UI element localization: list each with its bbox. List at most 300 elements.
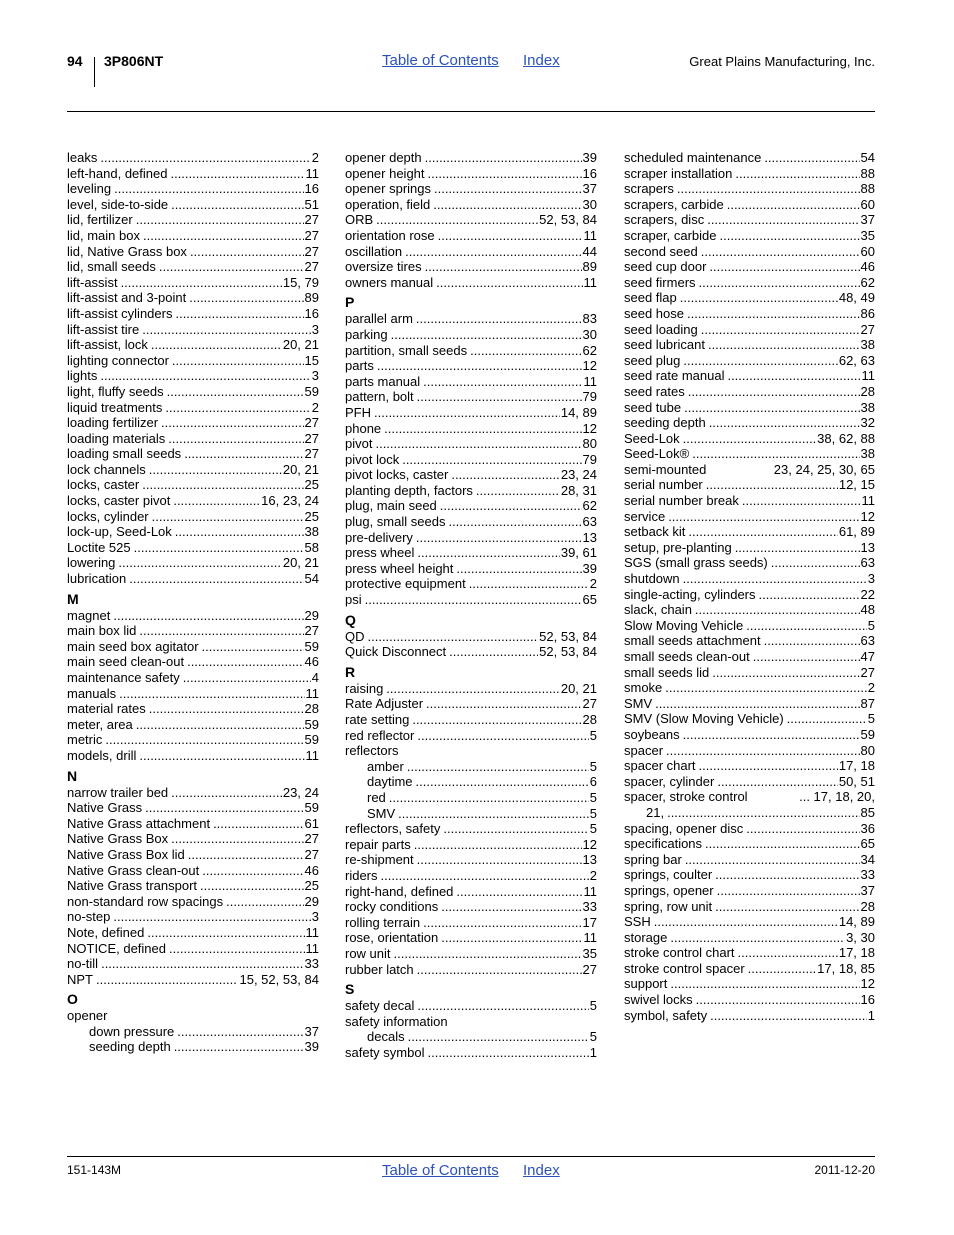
page-reference[interactable]: 54 (304, 571, 319, 587)
page-reference[interactable]: 52, 53, 84 (539, 628, 597, 644)
index-term: safety information (345, 1013, 448, 1029)
page-reference[interactable]: 79 (582, 451, 597, 467)
page-reference[interactable]: 25 (304, 878, 319, 894)
index-term: locks, cylinder (67, 508, 149, 524)
index-entry (345, 998, 597, 1014)
page-reference[interactable]: 20, 21 (282, 555, 319, 571)
dot-leader (710, 1008, 867, 1024)
index-term: QD (345, 628, 365, 644)
page-reference[interactable]: 28 (860, 898, 875, 914)
index-term: springs, opener (624, 882, 714, 898)
page-reference[interactable]: 51 (304, 196, 319, 212)
dot-leader (118, 555, 281, 571)
index-entry (67, 670, 319, 686)
page-reference[interactable]: 61, 89 (838, 524, 875, 540)
dot-leader (759, 587, 860, 603)
index-term: rate setting (345, 712, 410, 727)
dot-leader (438, 228, 583, 244)
page-reference[interactable]: 28 (304, 701, 319, 717)
page-reference[interactable]: 61 (304, 815, 319, 831)
page-reference[interactable]: 39 (582, 560, 597, 576)
page-reference[interactable]: 23, 24 (560, 467, 597, 483)
index-subentry (67, 1039, 319, 1055)
index-entry (345, 514, 597, 530)
index-entry (624, 509, 875, 525)
dot-leader (121, 275, 282, 291)
page-reference[interactable]: 47 (860, 649, 875, 664)
dot-leader (145, 800, 303, 816)
index-term: Loctite 525 (67, 539, 131, 555)
page-reference[interactable]: 1 (589, 1044, 597, 1060)
page-reference[interactable]: 88 (860, 181, 875, 197)
page-reference[interactable]: 6 (589, 774, 597, 790)
index-entry (345, 498, 597, 514)
page-reference[interactable]: 11 (305, 940, 319, 956)
index-entry (624, 431, 875, 447)
dot-leader (414, 837, 582, 853)
page-reference[interactable]: 11 (861, 368, 875, 384)
index-term: leveling (67, 181, 112, 197)
page-reference[interactable]: 12 (860, 508, 875, 524)
page-reference[interactable]: 58 (304, 539, 319, 555)
index-term: Native Grass Box (67, 831, 169, 847)
page-reference[interactable]: 37 (304, 1023, 319, 1039)
index-term: Quick Disconnect (345, 644, 447, 660)
page-reference[interactable]: 2 (589, 867, 597, 883)
page-reference[interactable]: 87 (860, 695, 875, 711)
dot-leader (687, 306, 860, 322)
index-entry (624, 1008, 875, 1024)
index-entry (67, 785, 319, 801)
page-reference[interactable]: 60 (860, 243, 875, 259)
page-reference[interactable]: 29 (304, 607, 319, 623)
page-reference[interactable]: 62, 63 (838, 352, 875, 368)
index-entry (624, 836, 875, 852)
toc-link-header[interactable]: Table of Contents (382, 52, 499, 69)
page-reference[interactable]: 5 (589, 998, 597, 1014)
page-reference[interactable]: 59 (304, 383, 319, 399)
dot-leader (667, 805, 859, 821)
index-term: press wheel (345, 545, 415, 561)
index-entry (624, 462, 875, 478)
page-reference[interactable]: 2 (311, 399, 319, 415)
index-entry (67, 608, 319, 624)
dot-leader (139, 623, 303, 639)
page-reference[interactable]: 62 (582, 498, 597, 514)
index-entry (345, 644, 597, 660)
page-reference[interactable]: 23, 24, 25, 30, 65 (773, 461, 875, 477)
page-reference[interactable]: 17 (582, 914, 597, 930)
page-reference[interactable]: 11 (583, 930, 597, 946)
index-term: oversize tires (345, 259, 422, 275)
dot-leader (101, 956, 303, 972)
page-reference[interactable]: 3, 30 (846, 929, 875, 945)
page-reference[interactable]: 59 (304, 638, 319, 654)
page-reference[interactable]: 13 (860, 539, 875, 555)
page-reference[interactable]: 39 (582, 150, 597, 165)
page-reference[interactable]: 12, 15 (838, 477, 875, 493)
page-reference[interactable]: 52, 53, 84 (539, 644, 597, 660)
page-reference[interactable]: 15 (304, 352, 319, 368)
index-entry (624, 602, 875, 618)
page-reference[interactable]: 15, 79 (282, 274, 319, 290)
index-term: seed lubricant (624, 337, 705, 353)
page-reference[interactable]: 28, 31 (560, 482, 597, 498)
index-entry (624, 322, 875, 338)
page-reference[interactable]: 32 (860, 415, 875, 431)
page-reference[interactable]: 12 (582, 358, 597, 374)
page-reference[interactable]: 79 (582, 389, 597, 405)
dot-leader (670, 976, 859, 992)
index-term: PFH (345, 404, 371, 420)
page-reference[interactable]: 30 (582, 196, 597, 212)
page-reference[interactable]: 89 (304, 290, 319, 306)
page-reference[interactable]: 38, 62, 88 (817, 430, 875, 446)
index-term: storage (624, 929, 668, 945)
page-reference[interactable]: 27 (304, 212, 319, 228)
page-reference[interactable]: 86 (860, 305, 875, 321)
page-reference[interactable]: 54 (860, 150, 875, 165)
page-reference[interactable]: 83 (582, 311, 597, 327)
index-entry (67, 686, 319, 702)
page-reference[interactable]: 85 (860, 804, 875, 820)
page-reference[interactable]: 3 (867, 571, 875, 587)
dot-leader (175, 306, 303, 322)
index-term: pivot (345, 436, 373, 452)
index-entry (67, 259, 319, 275)
index-entry (67, 701, 319, 717)
page-reference[interactable]: 5 (589, 821, 597, 837)
index-entry (624, 665, 875, 681)
index-term: semi-mounted (624, 461, 707, 477)
page-reference[interactable]: 16 (304, 305, 319, 321)
page-reference[interactable]: 13 (582, 529, 597, 545)
page-reference[interactable]: 59 (304, 716, 319, 732)
index-entry (624, 477, 875, 493)
dot-leader (684, 400, 859, 416)
page-reference[interactable]: 14, 89 (560, 404, 597, 420)
page-reference[interactable]: 16 (582, 165, 597, 181)
index-entry (345, 421, 597, 437)
dot-leader (717, 883, 860, 899)
dot-leader (171, 785, 282, 801)
page-reference[interactable]: 37 (582, 181, 597, 197)
dot-leader (748, 961, 817, 977)
page-reference[interactable]: 4 (311, 670, 319, 685)
page-reference[interactable]: 11 (305, 924, 319, 940)
page-reference[interactable]: 5 (589, 758, 597, 774)
page-reference[interactable]: 16 (304, 181, 319, 197)
dot-leader (425, 259, 582, 275)
page-reference[interactable]: 16 (860, 992, 875, 1008)
page-reference[interactable]: 27 (860, 321, 875, 337)
dot-leader (184, 446, 303, 462)
page-reference[interactable]: 63 (860, 555, 875, 571)
dot-leader (427, 1045, 588, 1061)
page-reference[interactable]: 48, 49 (838, 290, 875, 306)
index-entry (345, 962, 597, 978)
dot-leader (136, 717, 304, 733)
dot-leader (389, 790, 589, 806)
page-reference[interactable]: 33 (860, 867, 875, 883)
index-section-letter: O (67, 991, 78, 1008)
dot-leader (113, 909, 310, 925)
page-reference[interactable]: 29 (304, 893, 319, 909)
page-reference[interactable]: 27 (304, 430, 319, 446)
page-reference[interactable]: 16, 23, 24 (261, 493, 319, 509)
company-name: Great Plains Manufacturing, Inc. (689, 54, 875, 69)
page-reference[interactable]: 39 (304, 1039, 319, 1055)
index-entry (624, 821, 875, 837)
page-reference[interactable]: 59 (304, 800, 319, 816)
index-term: lighting connector (67, 352, 169, 368)
page-reference[interactable]: 33 (582, 899, 597, 915)
page-reference[interactable]: 11 (583, 227, 597, 243)
page-reference[interactable]: 11 (305, 165, 319, 181)
page-reference[interactable]: 62 (860, 274, 875, 290)
page-reference[interactable]: 48 (860, 602, 875, 618)
page-reference[interactable]: 27 (304, 446, 319, 462)
page-reference[interactable]: 59 (860, 726, 875, 742)
page-reference[interactable]: 36 (860, 820, 875, 836)
index-entry (67, 322, 319, 338)
index-entry (67, 446, 319, 462)
page-reference[interactable]: 27 (304, 259, 319, 275)
dot-leader (147, 925, 304, 941)
page-reference[interactable]: 20, 21 (560, 680, 597, 696)
index-term: shutdown (624, 571, 680, 587)
index-entry (624, 758, 875, 774)
index-entry (624, 306, 875, 322)
page-reference[interactable]: 11 (305, 747, 319, 763)
page-reference[interactable]: 33 (304, 956, 319, 972)
dot-leader (142, 322, 311, 338)
page-reference[interactable]: 65 (860, 836, 875, 852)
index-term: opener height (345, 165, 425, 181)
index-term: smoke (624, 680, 663, 696)
dot-leader (449, 644, 538, 660)
index-entry (345, 696, 597, 712)
index-entry (624, 368, 875, 384)
index-term: lights (67, 368, 98, 384)
dot-leader (742, 493, 861, 509)
page-reference[interactable]: 11 (583, 883, 597, 899)
page-reference[interactable]: 60 (860, 196, 875, 212)
index-link-footer[interactable]: Index (523, 1162, 560, 1179)
page-reference[interactable]: 14, 89 (838, 914, 875, 930)
page-reference[interactable]: 12 (582, 836, 597, 852)
page-reference[interactable]: 27 (582, 696, 597, 712)
page-reference[interactable]: 80 (860, 742, 875, 758)
page-reference[interactable]: 2 (311, 150, 319, 165)
dot-leader (738, 945, 838, 961)
page-reference[interactable]: 3 (311, 368, 319, 384)
index-entry (67, 1008, 319, 1024)
page-reference[interactable]: 59 (304, 732, 319, 748)
page-reference[interactable]: 20, 21 (282, 337, 319, 353)
page-reference[interactable]: 63 (582, 514, 597, 530)
index-term: rubber latch (345, 961, 414, 977)
page-reference[interactable]: 11 (305, 685, 319, 701)
page-reference[interactable]: 88 (860, 165, 875, 181)
index-link-header[interactable]: Index (523, 52, 560, 69)
page-reference[interactable]: 39, 61 (560, 545, 597, 561)
dot-leader (96, 972, 238, 988)
dot-leader (171, 831, 303, 847)
index-entry (624, 587, 875, 603)
page-reference[interactable]: 27 (304, 243, 319, 259)
page-reference[interactable]: 5 (589, 789, 597, 805)
toc-link-footer[interactable]: Table of Contents (382, 1162, 499, 1179)
page-reference[interactable]: 25 (304, 508, 319, 524)
index-term: spacing, opener disc (624, 820, 744, 836)
index-term: metric (67, 732, 103, 748)
page-reference[interactable]: 27 (304, 831, 319, 847)
page-reference[interactable]: 17, 18, 85 (817, 960, 875, 976)
page-reference[interactable]: ... 17, 18, 20, (799, 789, 875, 805)
page-reference[interactable]: 44 (582, 243, 597, 259)
dot-leader (412, 712, 581, 728)
page-reference[interactable]: 27 (860, 664, 875, 680)
page-reference[interactable]: 11 (861, 493, 875, 509)
index-entry (67, 894, 319, 910)
page-reference[interactable]: 38 (860, 337, 875, 353)
index-entry (67, 477, 319, 493)
page-reference[interactable]: 2 (867, 680, 875, 696)
index-entry (345, 576, 597, 592)
dot-leader (190, 244, 304, 260)
page-reference[interactable]: 12 (860, 976, 875, 992)
index-term: pivot lock (345, 451, 400, 467)
page-reference[interactable]: 46 (860, 259, 875, 275)
index-term: stroke control spacer (624, 960, 745, 976)
footer-rule (67, 1156, 875, 1157)
index-term: liquid treatments (67, 399, 163, 415)
index-entry (624, 961, 875, 977)
page-reference[interactable]: 22 (860, 586, 875, 602)
index-entry (345, 228, 597, 244)
dot-leader (440, 498, 582, 514)
page-reference[interactable]: 15, 52, 53, 84 (239, 971, 319, 987)
page-reference[interactable]: 11 (583, 274, 597, 290)
index-entry (345, 467, 597, 483)
index-entry (67, 524, 319, 540)
page-reference[interactable]: 27 (582, 961, 597, 977)
page-reference[interactable]: 89 (582, 259, 597, 275)
page-reference[interactable]: 27 (304, 846, 319, 862)
page-reference[interactable]: 27 (304, 623, 319, 639)
page-reference[interactable]: 30 (582, 326, 597, 342)
page-reference[interactable]: 23, 24 (282, 784, 319, 800)
index-term: spacer, cylinder (624, 773, 715, 789)
page-reference[interactable]: 25 (304, 477, 319, 493)
index-entry (345, 436, 597, 452)
index-term: Native Grass transport (67, 878, 198, 894)
page-reference[interactable]: 38 (304, 524, 319, 540)
index-entry (67, 956, 319, 972)
page-reference[interactable]: 35 (582, 945, 597, 961)
dot-leader (149, 701, 304, 717)
index-term: seed flap (624, 290, 677, 306)
page-reference[interactable]: 13 (582, 852, 597, 868)
page-reference[interactable]: 12 (582, 420, 597, 436)
index-entry (67, 654, 319, 670)
page-reference[interactable]: 38 (860, 399, 875, 415)
page-reference[interactable]: 37 (860, 882, 875, 898)
page-reference[interactable]: 2 (589, 576, 597, 592)
page-reference[interactable]: 27 (304, 227, 319, 243)
index-entry (624, 166, 875, 182)
page-reference[interactable]: 17, 18 (838, 758, 875, 774)
index-term: setback kit (624, 524, 686, 540)
page-reference[interactable]: 28 (860, 383, 875, 399)
index-term: partition, small seeds (345, 342, 468, 358)
index-term: spring bar (624, 851, 682, 867)
index-term: decals (367, 1029, 405, 1045)
page-reference[interactable]: 37 (860, 212, 875, 228)
page-reference[interactable]: 5 (867, 617, 875, 633)
index-term: scheduled maintenance (624, 150, 762, 165)
index-column-3 (624, 150, 875, 1023)
page-reference[interactable]: 5 (867, 711, 875, 727)
index-term: NPT (67, 971, 93, 987)
index-term: seed plug (624, 352, 681, 368)
index-entry (67, 244, 319, 260)
page-reference[interactable]: 46 (304, 654, 319, 670)
page-reference[interactable]: 28 (582, 712, 597, 727)
page-reference[interactable]: 20, 21 (282, 461, 319, 477)
page-reference[interactable]: 50, 51 (838, 773, 875, 789)
index-term: oscillation (345, 243, 403, 259)
page-reference[interactable]: 46 (304, 862, 319, 878)
index-entry (67, 306, 319, 322)
dot-leader (683, 571, 867, 587)
index-term: lubrication (67, 571, 127, 587)
page-reference[interactable]: 63 (860, 633, 875, 649)
index-term: rolling terrain (345, 914, 421, 930)
index-entry (345, 561, 597, 577)
page-reference[interactable]: 35 (860, 227, 875, 243)
page-reference[interactable]: 27 (304, 415, 319, 431)
index-term: small seeds attachment (624, 633, 761, 649)
page-reference[interactable]: 62 (582, 342, 597, 358)
page-reference[interactable]: 80 (582, 436, 597, 452)
index-term: opener depth (345, 150, 422, 165)
dot-leader (423, 374, 582, 390)
page-reference[interactable]: 17, 18 (838, 945, 875, 961)
page-reference[interactable]: 38 (860, 446, 875, 462)
index-entry (345, 712, 597, 728)
index-entry (624, 446, 875, 462)
page-reference[interactable]: 5 (589, 727, 597, 743)
index-term: seed rate manual (624, 368, 725, 384)
index-entry (345, 946, 597, 962)
page-reference[interactable]: 34 (860, 851, 875, 867)
index-entry (624, 633, 875, 649)
index-term: setup, pre-planting (624, 539, 732, 555)
page-reference[interactable]: 5 (589, 1029, 597, 1045)
page-reference[interactable]: 5 (589, 805, 597, 821)
dot-leader (699, 275, 860, 291)
page-reference[interactable]: 3 (311, 321, 319, 337)
page-reference[interactable]: 65 (582, 592, 597, 608)
index-term: loading materials (67, 430, 166, 446)
page-reference[interactable]: 11 (583, 373, 597, 389)
page-reference[interactable]: 3 (311, 909, 319, 925)
page-reference[interactable]: 1 (867, 1007, 875, 1023)
dot-leader (469, 576, 589, 592)
page-reference[interactable]: 52, 53, 84 (539, 212, 597, 228)
